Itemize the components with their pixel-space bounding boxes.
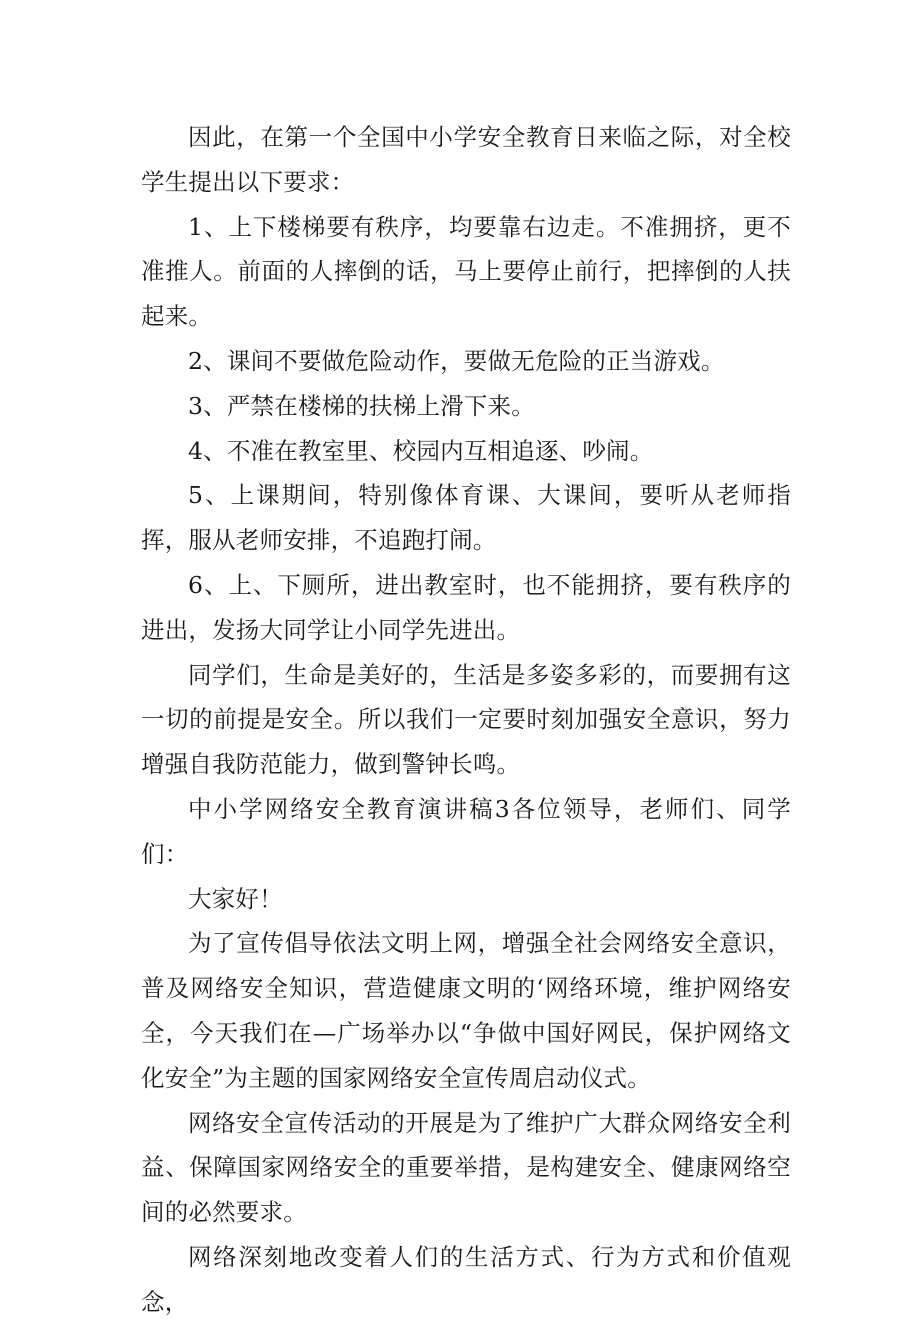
speech-3-heading: 中小学网络安全教育演讲稿3各位领导，老师们、同学们：	[141, 794, 791, 868]
paragraph-rule-6: 6、上、下厕所，进出教室时，也不能拥挤，要有秩序的进出，发扬大同学让小同学先进出。	[141, 570, 791, 644]
paragraph-rule-4: 4、不准在教室里、校园内互相追逐、吵闹。	[188, 436, 654, 465]
paragraph-rule-3: 3、严禁在楼梯的扶梯上滑下来。	[188, 391, 535, 420]
paragraph-closing: 同学们，生命是美好的，生活是多姿多彩的，而要拥有这一切的前提是安全。所以我们一定要时刻加强安全意识，努力增强自我防范能力，做到警钟长鸣。	[141, 660, 791, 779]
paragraph-impact: 网络深刻地改变着人们的生活方式、行为方式和价值观念，	[141, 1242, 791, 1316]
paragraph-rule-5: 5、上课期间，特别像体育课、大课间，要听从老师指挥，服从老师安排，不追跑打闹。	[141, 481, 791, 555]
paragraph-rule-1: 1、上下楼梯要有秩序，均要靠右边走。不准拥挤，更不准推人。前面的人摔倒的话，马上要停止前行，把摔倒的人扶起来。	[141, 212, 791, 331]
greeting: 大家好！	[188, 884, 283, 913]
document-body	[141, 115, 791, 1325]
paragraph-intro: 因此，在第一个全国中小学安全教育日来临之际，对全校学生提出以下要求：	[141, 123, 791, 196]
paragraph-significance: 网络安全宣传活动的开展是为了维护广大群众网络安全利益、保障国家网络安全的重要举措，是构建安全、健康网络空间的必然要求。	[141, 1108, 791, 1227]
paragraph-rule-2: 2、课间不要做危险动作，要做无危险的正当游戏。	[188, 346, 725, 375]
paragraph-purpose: 为了宣传倡导依法文明上网，增强全社会网络安全意识，普及网络安全知识，营造健康文明的‘网络环境，维护网络安全，今天我们在—广场举办以“争做中国好网民，保护网络文化安全”为主题的国家网络安全宣传周启动仪式。	[141, 929, 791, 1092]
